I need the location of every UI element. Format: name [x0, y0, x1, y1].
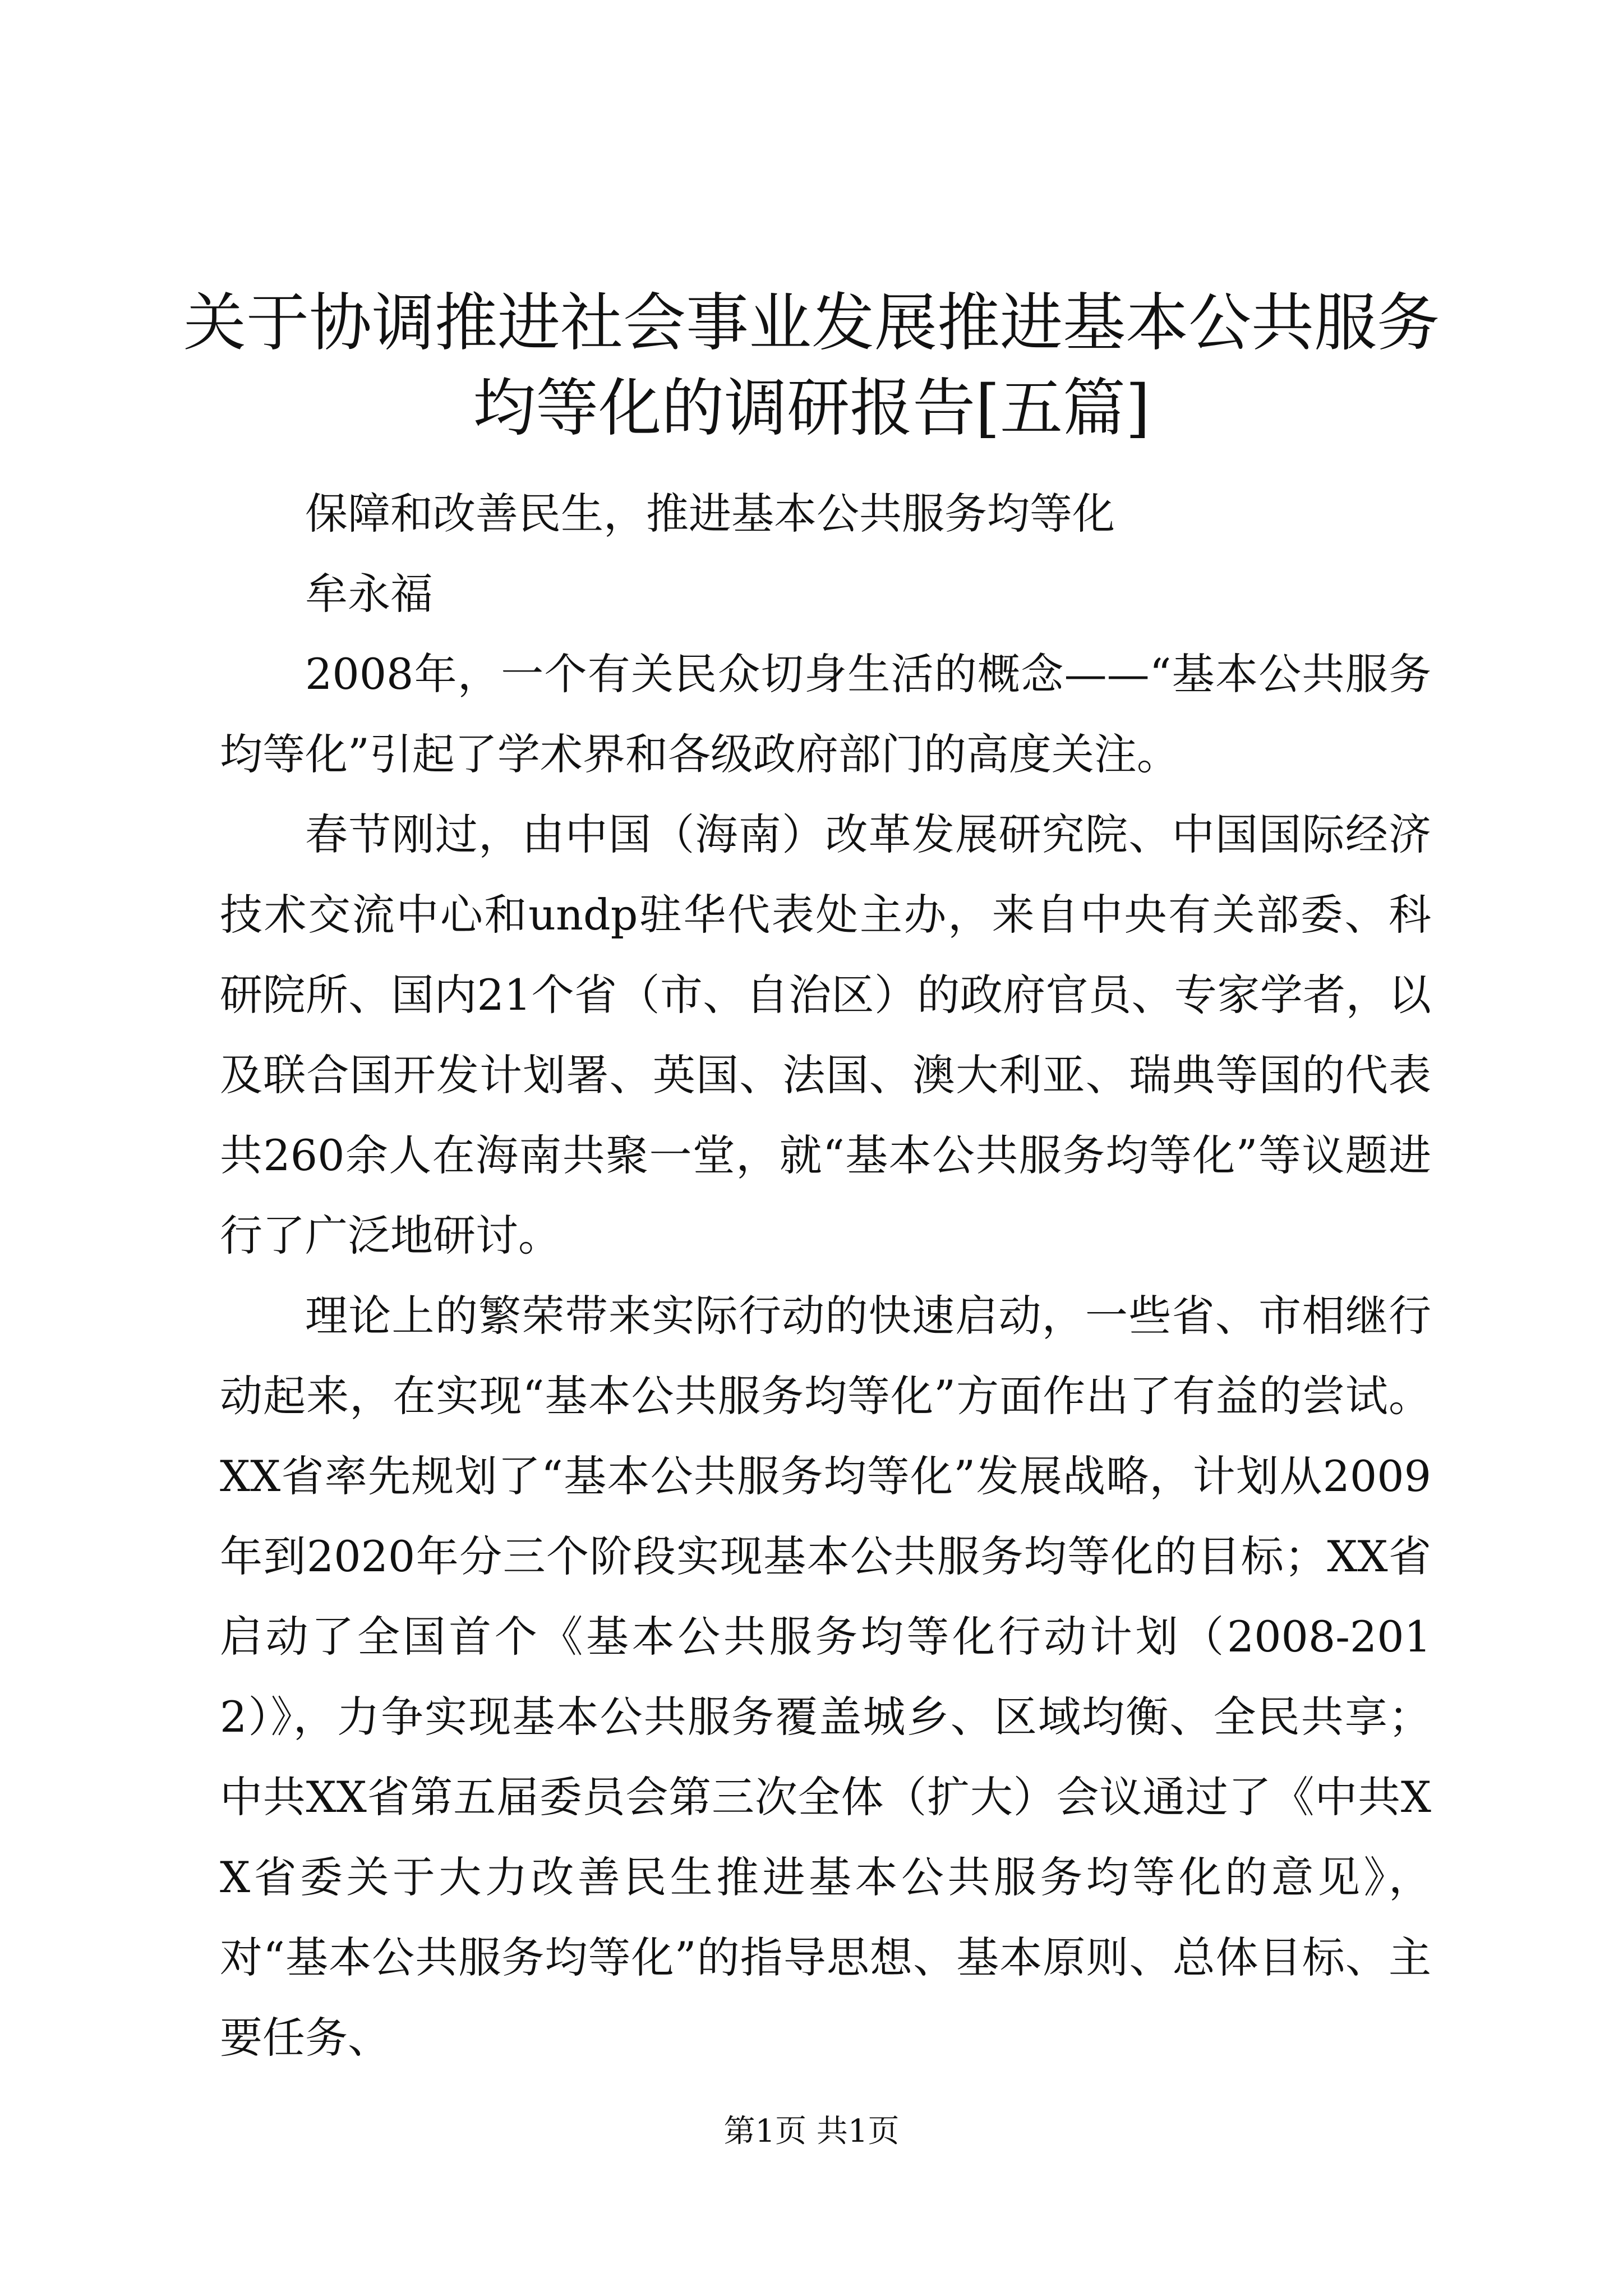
paragraph-author: 牟永福 [305, 569, 433, 619]
page-footer: 第1页 共1页 [723, 2113, 900, 2150]
paragraph-subtitle: 保障和改善民生，推进基本公共服务均等化 [305, 489, 1115, 539]
paragraph-intro: 2008年，一个有关民众切身生活的概念——“基本公共服务均等化”引起了学术界和各级政府部门的高度关注。 [220, 649, 1431, 779]
document-title: 关于协调推进社会事业发展推进基本公共服务均等化的调研报告[五篇] [183, 287, 1440, 445]
document-body [220, 473, 1431, 2078]
paragraph-conference: 春节刚过，由中国（海南）改革发展研究院、中国国际经济技术交流中心和undp驻华代表处主办，来自中央有关部委、科研院所、国内21个省（市、自治区）的政府官员、专家学者，以及联合国开发计划署、英国、法国、澳大利亚、瑞典等国的代表共260余人在海南共聚一堂，就“基本公共服务均等化”等议题进行了广泛地研讨。 [220, 809, 1431, 1260]
paragraph-practice: 理论上的繁荣带来实际行动的快速启动，一些省、市相继行动起来，在实现“基本公共服务均等化”方面作出了有益的尝试。XX省率先规划了“基本公共服务均等化”发展战略，计划从2009年到2020年分三个阶段实现基本公共服务均等化的目标；XX省启动了全国首个《基本公共服务均等化行动计划（2008-2012）》，力争实现基本公共服务覆盖城乡、区域均衡、全民共享；中共XX省第五届委员会第三次全体（扩大）会议通过了《中共XX省委关于大力改善民生推进基本公共服务均等化的意见》，对“基本公共服务均等化”的指导思想、基本原则、总体目标、主要任务、 [220, 1291, 1431, 2063]
